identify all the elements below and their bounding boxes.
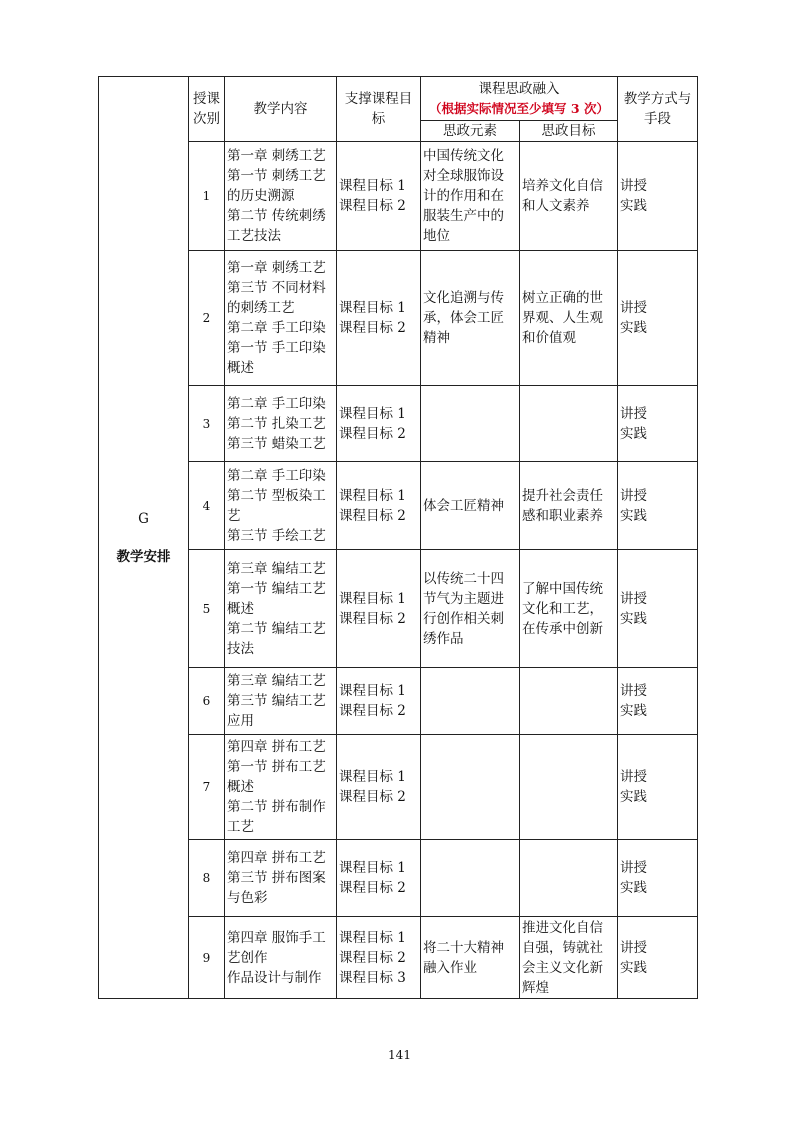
method-line: 实践 (620, 610, 647, 627)
goal-line: 课程目标 1 (339, 405, 406, 422)
ideology-target-cell (520, 142, 618, 251)
ideology-element-cell (421, 550, 520, 668)
ideology-element-cell (421, 735, 520, 840)
method-cell (618, 917, 698, 999)
header-ideology-note: （根据实际情况至少填写 3 次） (429, 100, 609, 116)
teaching-schedule-table (98, 76, 698, 999)
ideology-target-cell (520, 917, 618, 999)
content-line: 第一节 刺绣工艺的历史溯源 (227, 168, 326, 204)
goal-cell (337, 735, 421, 840)
goal-cell (337, 917, 421, 999)
content-cell (225, 251, 337, 386)
session-number: 6 (189, 668, 225, 735)
method-line: 讲授 (620, 300, 647, 316)
content-line: 第四章 拼布工艺 (227, 739, 326, 755)
header-target: 思政目标 (520, 121, 618, 142)
method-line: 讲授 (620, 178, 647, 194)
goal-cell (337, 462, 421, 550)
method-cell (618, 142, 698, 251)
ideology-element-cell (421, 668, 520, 735)
ideology-target-text: 树立正确的世界观、人生观和价值观 (522, 290, 603, 346)
content-line: 第三节 不同材料的刺绣工艺 (227, 280, 326, 316)
content-line: 第二节 编结工艺技法 (227, 620, 326, 657)
content-line: 第二章 手工印染 (227, 320, 326, 336)
method-cell (618, 668, 698, 735)
content-line: 第二节 扎染工艺 (227, 415, 326, 432)
goal-line: 课程目标 1 (339, 929, 406, 946)
content-line: 第三章 编结工艺 (227, 673, 326, 689)
page-number: 141 (388, 1048, 411, 1062)
method-line: 实践 (620, 507, 647, 524)
method-cell (618, 386, 698, 462)
header-method: 教学方式与手段 (618, 77, 698, 142)
schedule-row (99, 840, 698, 917)
category-code: G (138, 510, 149, 527)
goal-line: 课程目标 3 (339, 969, 406, 986)
goal-line: 课程目标 2 (339, 198, 406, 214)
header-row (99, 77, 698, 121)
method-line: 讲授 (620, 860, 647, 876)
method-cell (618, 840, 698, 917)
goal-cell (337, 251, 421, 386)
ideology-target-text: 提升社会责任感和职业素养 (522, 487, 603, 524)
content-line: 第一节 手工印染概述 (227, 340, 326, 376)
ideology-element-cell (421, 462, 520, 550)
content-cell (225, 668, 337, 735)
goal-line: 课程目标 1 (339, 178, 406, 194)
content-line: 第二节 拼布制作工艺 (227, 799, 326, 835)
goal-line: 课程目标 2 (339, 425, 406, 442)
method-cell (618, 735, 698, 840)
content-line: 第一章 刺绣工艺 (227, 148, 326, 164)
goal-line: 课程目标 1 (339, 590, 406, 607)
goal-line: 课程目标 2 (339, 949, 406, 966)
method-line: 讲授 (620, 683, 647, 699)
content-cell (225, 550, 337, 668)
ideology-target-text: 培养文化自信和人文素养 (522, 178, 603, 214)
method-line: 讲授 (620, 405, 647, 422)
ideology-element-text: 中国传统文化对全球服饰设计的作用和在服装生产中的地位 (423, 148, 504, 244)
method-line: 讲授 (620, 487, 647, 504)
category-cell (99, 77, 189, 999)
content-cell (225, 840, 337, 917)
session-number: 4 (189, 462, 225, 550)
session-number: 7 (189, 735, 225, 840)
goal-cell (337, 386, 421, 462)
content-line: 第四章 拼布工艺 (227, 850, 326, 866)
goal-cell (337, 142, 421, 251)
ideology-element-text: 体会工匠精神 (423, 497, 504, 514)
schedule-row (99, 668, 698, 735)
content-line: 第一节 编结工艺概述 (227, 580, 326, 617)
content-line: 第三节 编结工艺应用 (227, 693, 326, 729)
method-line: 实践 (620, 320, 647, 336)
method-line: 讲授 (620, 590, 647, 607)
goal-line: 课程目标 1 (339, 860, 406, 876)
goal-line: 课程目标 1 (339, 487, 406, 504)
ideology-element-cell (421, 142, 520, 251)
content-line: 第四章 服饰手工艺创作 (227, 929, 326, 966)
content-line: 作品设计与制作 (227, 969, 322, 986)
method-line: 实践 (620, 789, 647, 805)
session-number: 1 (189, 142, 225, 251)
goal-line: 课程目标 2 (339, 320, 406, 336)
ideology-element-cell (421, 251, 520, 386)
session-number: 8 (189, 840, 225, 917)
content-cell (225, 142, 337, 251)
method-cell (618, 550, 698, 668)
header-session: 授课次别 (189, 77, 225, 142)
goal-line: 课程目标 2 (339, 610, 406, 627)
goal-line: 课程目标 1 (339, 683, 406, 699)
goal-line: 课程目标 2 (339, 703, 406, 719)
ideology-target-cell (520, 386, 618, 462)
category-label: 教学安排 (116, 548, 171, 565)
goal-cell (337, 668, 421, 735)
ideology-target-cell (520, 550, 618, 668)
header-goal: 支撑课程目标 (337, 77, 421, 142)
method-line: 实践 (620, 198, 647, 214)
method-line: 讲授 (620, 939, 647, 956)
content-line: 第三章 编结工艺 (227, 560, 326, 577)
content-line: 第二节 传统刺绣工艺技法 (227, 208, 326, 244)
method-line: 实践 (620, 880, 647, 896)
content-line: 第三节 蜡染工艺 (227, 435, 326, 452)
header-ideology-title: 课程思政融入 (478, 80, 560, 97)
ideology-target-cell (520, 251, 618, 386)
session-number: 3 (189, 386, 225, 462)
goal-cell (337, 550, 421, 668)
content-cell (225, 917, 337, 999)
ideology-target-cell (520, 462, 618, 550)
session-number: 2 (189, 251, 225, 386)
ideology-target-cell (520, 840, 618, 917)
content-line: 第三节 拼布图案与色彩 (227, 870, 326, 906)
schedule-row (99, 462, 698, 550)
content-line: 第三节 手绘工艺 (227, 527, 326, 544)
ideology-element-text: 以传统二十四节气为主题进行创作相关刺绣作品 (423, 570, 504, 647)
content-line: 第二节 型板染工艺 (227, 487, 326, 524)
content-line: 第二章 手工印染 (227, 395, 326, 412)
content-line: 第一节 拼布工艺概述 (227, 759, 326, 795)
header-element: 思政元素 (421, 121, 520, 142)
content-cell (225, 462, 337, 550)
schedule-row (99, 917, 698, 999)
session-number: 5 (189, 550, 225, 668)
ideology-target-text: 了解中国传统文化和工艺，在传承中创新 (522, 580, 603, 637)
goal-line: 课程目标 1 (339, 769, 406, 785)
ideology-element-text: 文化追溯与传承，体会工匠精神 (423, 290, 504, 346)
method-line: 实践 (620, 425, 647, 442)
ideology-element-cell (421, 386, 520, 462)
session-number: 9 (189, 917, 225, 999)
goal-cell (337, 840, 421, 917)
method-line: 实践 (620, 703, 647, 719)
ideology-element-cell (421, 917, 520, 999)
ideology-target-text: 推进文化自信自强，铸就社会主义文化新辉煌 (522, 919, 603, 996)
method-line: 讲授 (620, 769, 647, 785)
schedule-row (99, 550, 698, 668)
method-cell (618, 462, 698, 550)
ideology-target-cell (520, 735, 618, 840)
content-line: 第一章 刺绣工艺 (227, 260, 326, 276)
ideology-element-cell (421, 840, 520, 917)
header-ideology (421, 77, 618, 121)
content-cell (225, 735, 337, 840)
schedule-row (99, 251, 698, 386)
schedule-row (99, 142, 698, 251)
goal-line: 课程目标 1 (339, 300, 406, 316)
method-line: 实践 (620, 959, 647, 976)
content-line: 第二章 手工印染 (227, 467, 326, 484)
method-cell (618, 251, 698, 386)
ideology-element-text: 将二十大精神融入作业 (423, 939, 504, 976)
ideology-target-cell (520, 668, 618, 735)
goal-line: 课程目标 2 (339, 789, 406, 805)
goal-line: 课程目标 2 (339, 507, 406, 524)
content-cell (225, 386, 337, 462)
goal-line: 课程目标 2 (339, 880, 406, 896)
header-content: 教学内容 (225, 77, 337, 142)
schedule-row (99, 735, 698, 840)
schedule-row (99, 386, 698, 462)
